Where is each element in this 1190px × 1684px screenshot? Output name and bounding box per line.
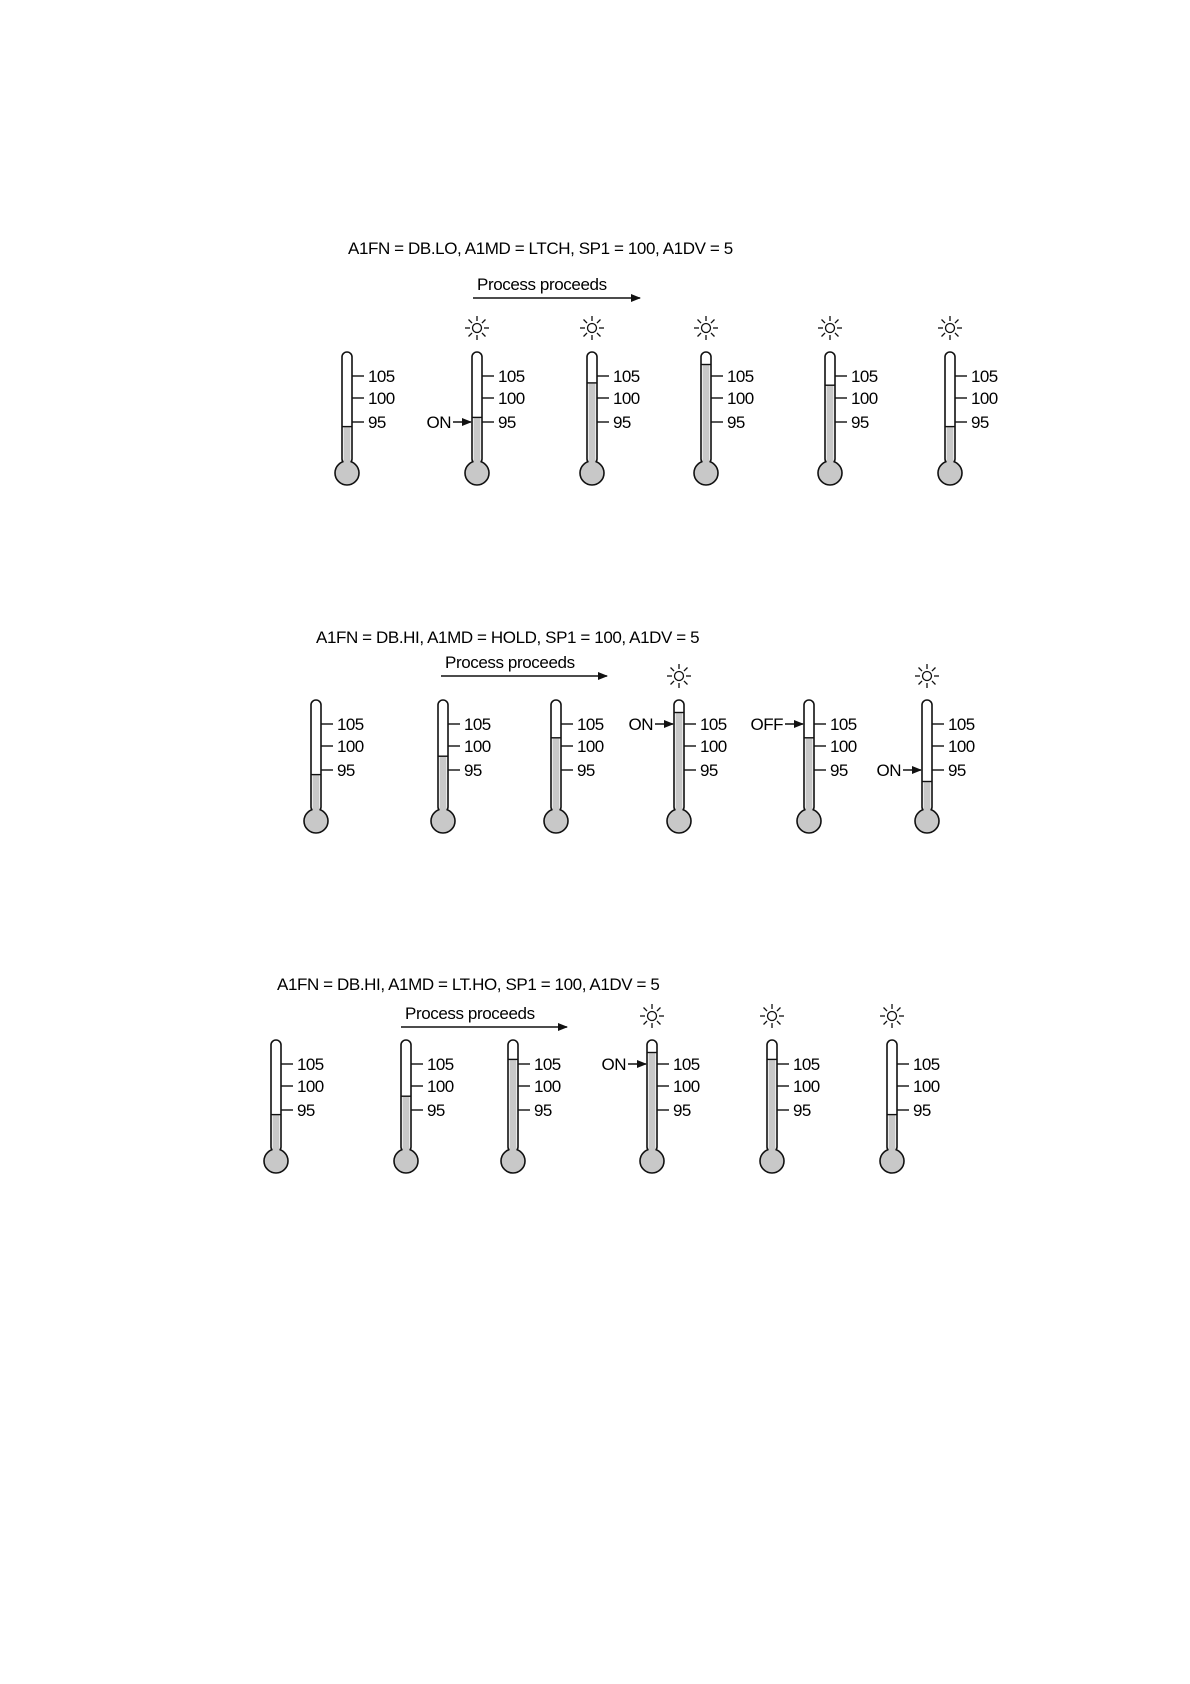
mercury-fill: [510, 1059, 517, 1156]
scale-label-100: 100: [851, 389, 878, 408]
scale-label-95: 95: [851, 413, 869, 432]
thermometer: [818, 316, 878, 485]
scale-label-100: 100: [464, 737, 491, 756]
scale-label-105: 105: [948, 715, 975, 734]
marker-on: [602, 1055, 647, 1074]
mercury-fill: [769, 1059, 776, 1156]
thermometer: [394, 1040, 454, 1173]
marker-label: OFF: [750, 715, 783, 734]
thermometer: [431, 700, 491, 833]
scale-label-95: 95: [464, 761, 482, 780]
thermometer: [335, 352, 395, 485]
scale-label-100: 100: [613, 389, 640, 408]
scale-label-100: 100: [700, 737, 727, 756]
marker-label: ON: [601, 1055, 626, 1074]
diagram-2-title: A1FN = DB.HI, A1MD = HOLD, SP1 = 100, A1DV = 5: [316, 628, 700, 647]
mercury-fill: [553, 738, 560, 816]
diagram-1-title: A1FN = DB.LO, A1MD = LTCH, SP1 = 100, A1DV = 5: [348, 239, 733, 258]
marker-on: [629, 715, 674, 734]
scale-label-100: 100: [297, 1077, 324, 1096]
diagram-3-process-label: Process proceeds: [405, 1004, 535, 1023]
thermometer: [501, 1040, 561, 1173]
diagram-3: [264, 975, 940, 1173]
scale-label-95: 95: [613, 413, 631, 432]
marker-off: [751, 715, 804, 734]
diagram-3-thermometers: [264, 1004, 940, 1173]
scale-label-105: 105: [613, 367, 640, 386]
bulb-neck: [403, 1146, 410, 1156]
bulb-neck: [649, 1146, 656, 1156]
thermometer: [427, 316, 525, 485]
scale-label-105: 105: [913, 1055, 940, 1074]
bulb-neck: [589, 458, 596, 468]
scale-label-105: 105: [498, 367, 525, 386]
thermometer: [304, 700, 364, 833]
scale-label-105: 105: [534, 1055, 561, 1074]
scale-label-105: 105: [727, 367, 754, 386]
mercury-fill: [827, 385, 834, 468]
scale-label-95: 95: [297, 1101, 315, 1120]
scale-label-105: 105: [971, 367, 998, 386]
scale-label-105: 105: [577, 715, 604, 734]
scale-label-105: 105: [297, 1055, 324, 1074]
marker-label: ON: [426, 413, 451, 432]
scale-label-105: 105: [700, 715, 727, 734]
diagram-3-title: A1FN = DB.HI, A1MD = LT.HO, SP1 = 100, A1DV = 5: [277, 975, 660, 994]
scale-label-100: 100: [498, 389, 525, 408]
bulb-neck: [827, 458, 834, 468]
alarm-lamp-icon: [915, 664, 939, 688]
alarm-lamp-icon: [667, 664, 691, 688]
scale-label-105: 105: [427, 1055, 454, 1074]
thermometer: [544, 700, 604, 833]
bulb-neck: [947, 458, 954, 468]
alarm-lamp-icon: [640, 1004, 664, 1028]
bulb-neck: [769, 1146, 776, 1156]
scale-label-100: 100: [913, 1077, 940, 1096]
scale-label-105: 105: [851, 367, 878, 386]
thermometer: [938, 316, 998, 485]
scale-label-100: 100: [337, 737, 364, 756]
scale-label-95: 95: [727, 413, 745, 432]
diagram-1: [335, 239, 998, 485]
scale-label-100: 100: [830, 737, 857, 756]
thermometer: [602, 1004, 700, 1173]
bulb-neck: [474, 458, 481, 468]
scale-label-95: 95: [793, 1101, 811, 1120]
scale-label-105: 105: [793, 1055, 820, 1074]
scale-label-105: 105: [368, 367, 395, 386]
alarm-lamp-icon: [694, 316, 718, 340]
thermometer: [760, 1004, 820, 1173]
scale-label-105: 105: [464, 715, 491, 734]
bulb-neck: [924, 806, 931, 816]
thermometer: [751, 700, 857, 833]
mercury-fill: [589, 383, 596, 468]
alarm-lamp-icon: [818, 316, 842, 340]
mercury-fill: [806, 738, 813, 816]
alarm-lamp-icon: [880, 1004, 904, 1028]
scale-label-95: 95: [498, 413, 516, 432]
bulb-neck: [676, 806, 683, 816]
mercury-fill: [676, 713, 683, 817]
diagram-2-thermometers: [304, 664, 975, 833]
scale-label-100: 100: [673, 1077, 700, 1096]
scale-label-100: 100: [368, 389, 395, 408]
thermometer: [694, 316, 754, 485]
bulb-neck: [440, 806, 447, 816]
scale-label-105: 105: [337, 715, 364, 734]
scale-label-105: 105: [830, 715, 857, 734]
thermometer: [880, 1004, 940, 1173]
diagram-1-thermometers: [335, 316, 998, 485]
bulb-neck: [344, 458, 351, 468]
alarm-lamp-icon: [465, 316, 489, 340]
bulb-neck: [553, 806, 560, 816]
mercury-fill: [703, 365, 710, 469]
bulb-neck: [273, 1146, 280, 1156]
alarm-lamp-icon: [760, 1004, 784, 1028]
mercury-fill: [649, 1053, 656, 1157]
thermometer: [877, 664, 975, 833]
scale-label-95: 95: [830, 761, 848, 780]
scale-label-95: 95: [337, 761, 355, 780]
scale-label-100: 100: [727, 389, 754, 408]
scale-label-100: 100: [948, 737, 975, 756]
scale-label-100: 100: [971, 389, 998, 408]
diagram-1-process-label: Process proceeds: [477, 275, 607, 294]
bulb-neck: [313, 806, 320, 816]
scale-label-95: 95: [948, 761, 966, 780]
scale-label-95: 95: [534, 1101, 552, 1120]
bulb-neck: [510, 1146, 517, 1156]
scale-label-95: 95: [427, 1101, 445, 1120]
bulb-neck: [889, 1146, 896, 1156]
scale-label-105: 105: [673, 1055, 700, 1074]
scale-label-95: 95: [673, 1101, 691, 1120]
diagram-2-process-label: Process proceeds: [445, 653, 575, 672]
alarm-lamp-icon: [938, 316, 962, 340]
scale-label-95: 95: [577, 761, 595, 780]
scale-label-95: 95: [913, 1101, 931, 1120]
thermometer: [580, 316, 640, 485]
scale-label-95: 95: [368, 413, 386, 432]
scale-label-95: 95: [700, 761, 718, 780]
marker-label: ON: [876, 761, 901, 780]
marker-on: [877, 761, 922, 780]
scale-label-100: 100: [427, 1077, 454, 1096]
marker-on: [427, 413, 472, 432]
bulb-neck: [806, 806, 813, 816]
diagram-2: [304, 628, 975, 833]
scale-label-95: 95: [971, 413, 989, 432]
scale-label-100: 100: [793, 1077, 820, 1096]
scale-label-100: 100: [577, 737, 604, 756]
marker-label: ON: [628, 715, 653, 734]
alarm-lamp-icon: [580, 316, 604, 340]
bulb-neck: [703, 458, 710, 468]
thermometer: [264, 1040, 324, 1173]
thermometer: [629, 664, 727, 833]
scale-label-100: 100: [534, 1077, 561, 1096]
